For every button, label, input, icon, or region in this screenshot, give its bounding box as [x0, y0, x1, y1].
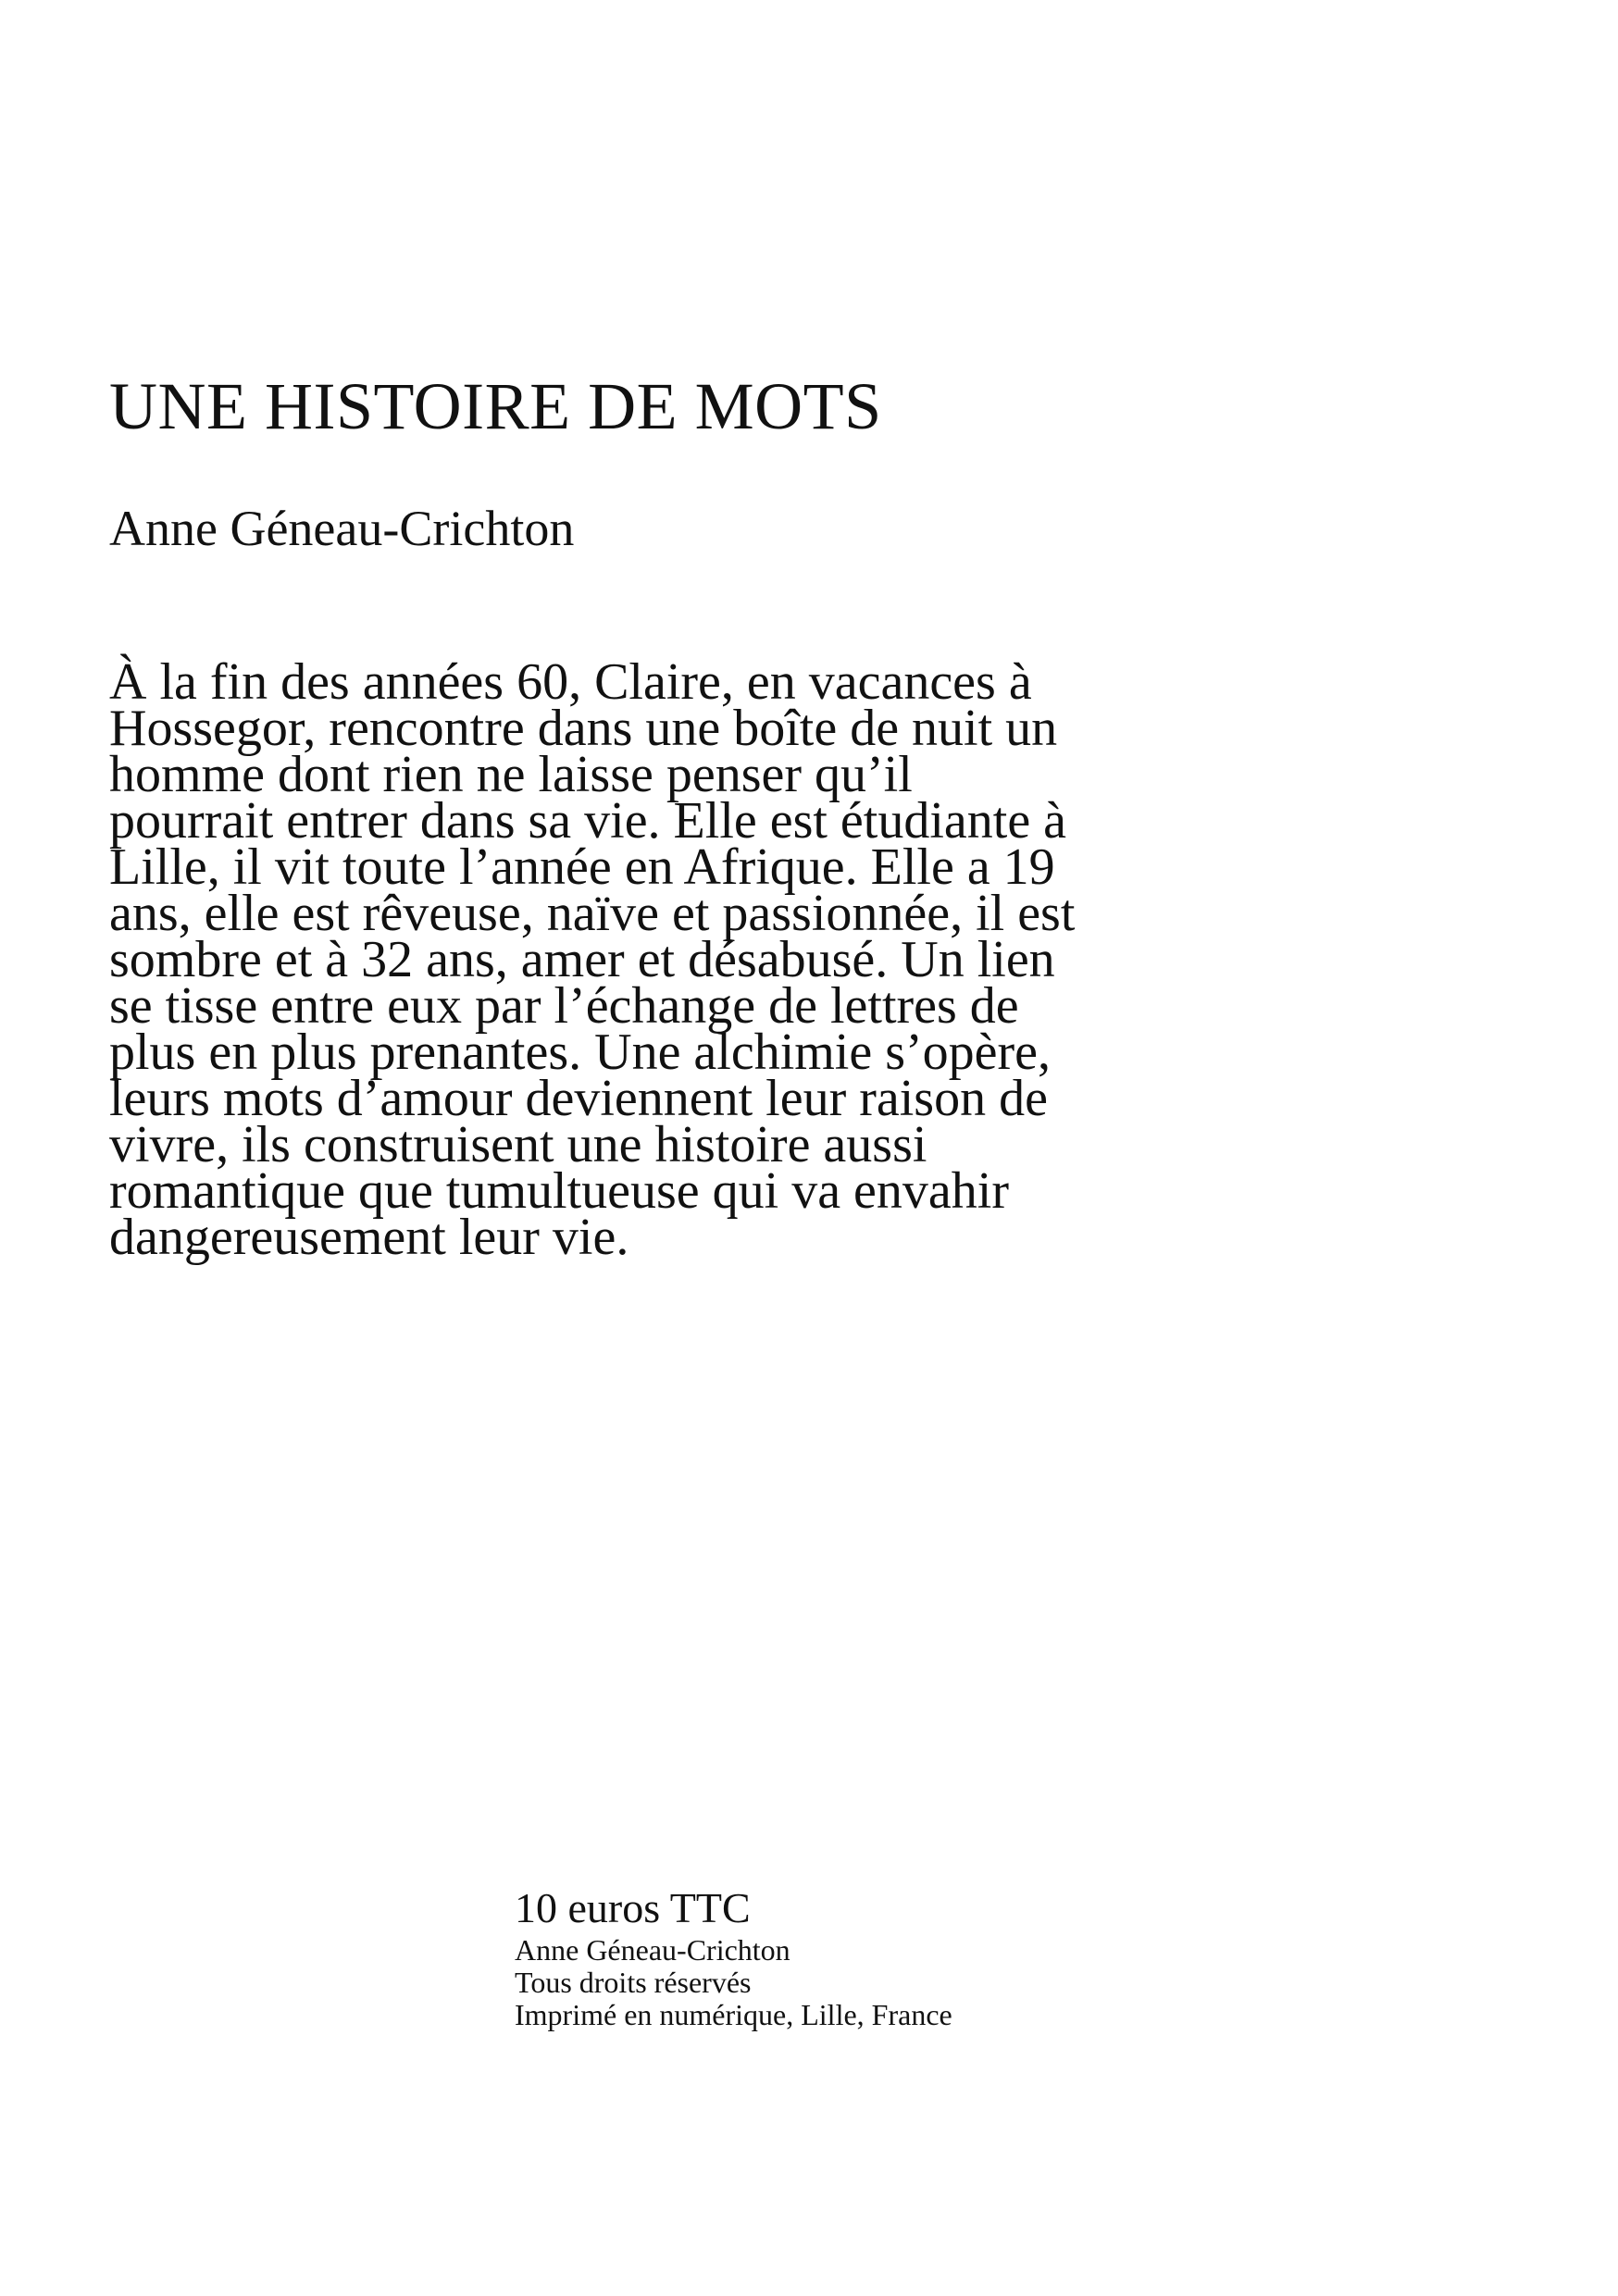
- synopsis-line: Lille, il vit toute l’année en Afrique. Elle a 19: [109, 838, 1055, 896]
- printing-notice: Imprimé en numérique, Lille, France: [515, 1998, 952, 2031]
- synopsis-line: Hossegor, rencontre dans une boîte de nuit un: [109, 700, 1058, 757]
- book-author: Anne Géneau-Crichton: [109, 501, 575, 556]
- synopsis-paragraph: [109, 653, 1257, 1266]
- rights-notice: Tous droits réservés: [515, 1966, 752, 1999]
- synopsis-line: leurs mots d’amour deviennent leur raison de: [109, 1070, 1048, 1127]
- synopsis-line: dangereusement leur vie.: [109, 1209, 629, 1266]
- colophon: [515, 1882, 952, 2031]
- synopsis-line: ans, elle est rêveuse, naïve et passionnée, il est: [109, 885, 1076, 942]
- synopsis-line: plus en plus prenantes. Une alchimie s’opère,: [109, 1024, 1052, 1081]
- synopsis-line: homme dont rien ne laisse penser qu’il: [109, 746, 913, 803]
- synopsis-line: sombre et à 32 ans, amer et désabusé. Un lien: [109, 931, 1055, 988]
- synopsis-line: À la fin des années 60, Claire, en vacances à: [109, 653, 1032, 711]
- book-title: UNE HISTOIRE DE MOTS: [109, 369, 882, 443]
- synopsis-line: se tisse entre eux par l’échange de lettres de: [109, 977, 1019, 1035]
- synopsis-line: romantique que tumultueuse qui va envahir: [109, 1162, 1009, 1220]
- synopsis-line: pourrait entrer dans sa vie. Elle est étudiante à: [109, 792, 1067, 850]
- colophon-author: Anne Géneau-Crichton: [515, 1933, 790, 1967]
- price-label: 10 euros TTC: [515, 1884, 751, 1931]
- synopsis-line: vivre, ils construisent une histoire aussi: [109, 1116, 927, 1173]
